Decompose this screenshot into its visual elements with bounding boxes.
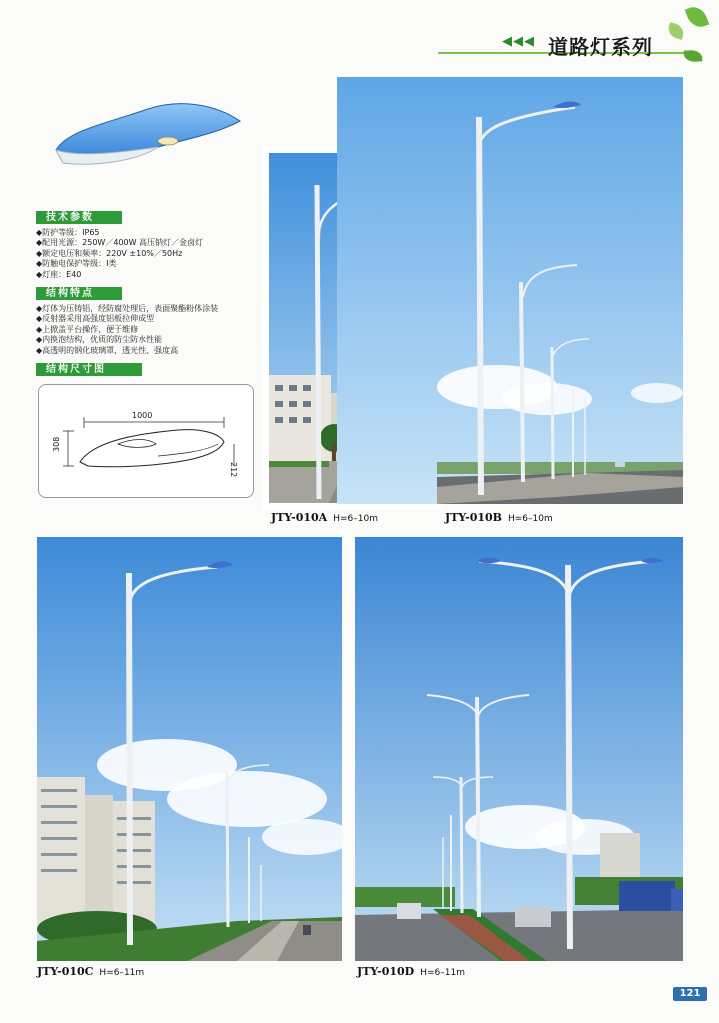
model-name: JTY-010B: [445, 511, 502, 524]
height-range: H=6–11m: [420, 968, 465, 978]
spec-item: ◆配用光源：250W／400W 高压钠灯／金卤灯: [36, 238, 204, 248]
caption-jty-010c: [37, 965, 144, 978]
dim-width-label: 1000: [132, 411, 153, 420]
caption-jty-010a: [271, 511, 378, 524]
model-name: JTY-010C: [37, 965, 94, 978]
section-title-tech-params: 技术参数: [36, 211, 122, 224]
spec-item: ◆灯体为压铸铝，经防腐处理后，表面聚酯粉体涂装: [36, 304, 219, 313]
section-title-structure: 结构特点: [36, 287, 122, 300]
model-name: JTY-010D: [357, 965, 415, 978]
spec-item: ◆高透明的钢化玻璃罩，透光性、强度高: [36, 345, 179, 355]
spec-list-structure: [36, 304, 218, 356]
photo-jty-010d: [355, 537, 683, 961]
photo-jty-010c: [37, 537, 342, 961]
spec-item: ◆防护等级：IP65: [36, 228, 100, 237]
height-range: H=6–10m: [333, 514, 378, 524]
spec-item: ◆灯座：E40: [36, 269, 82, 279]
height-range: H=6–10m: [507, 514, 553, 524]
caption-jty-010b: [445, 511, 553, 524]
section-title-dimensions: 结构尺寸图: [36, 363, 142, 376]
spec-item: ◆防触电保护等级：Ⅰ类: [36, 259, 117, 269]
leaf-decoration-icon: [666, 22, 685, 40]
spec-item: ◆反射器采用高强度铝板拉伸成型: [36, 314, 155, 324]
leaf-decoration-icon: [685, 4, 709, 31]
height-range: H=6–11m: [99, 968, 145, 978]
lamp-head-image: [48, 95, 248, 175]
page-number: 121: [673, 987, 707, 1001]
photo-jty-010b: [337, 77, 683, 504]
spec-item: ◆上掀盖平台操作，便于维修: [36, 324, 139, 334]
dimension-drawing: [38, 384, 252, 496]
dim-depth-label: 212: [229, 462, 238, 478]
spec-item: ◆额定电压和频率：220V ±10%／50Hz: [36, 248, 183, 258]
dim-height-label: 308: [52, 436, 61, 452]
caption-jty-010d: [357, 965, 465, 978]
page-title: 道路灯系列: [548, 35, 653, 59]
spec-list-tech: [36, 228, 203, 280]
spec-item: ◆内换泡结构，优质的防尘防水性能: [36, 335, 163, 345]
model-name: JTY-010A: [271, 511, 328, 524]
leaf-decoration-icon: [684, 49, 703, 63]
header-arrows: ◀◀◀: [502, 34, 535, 49]
